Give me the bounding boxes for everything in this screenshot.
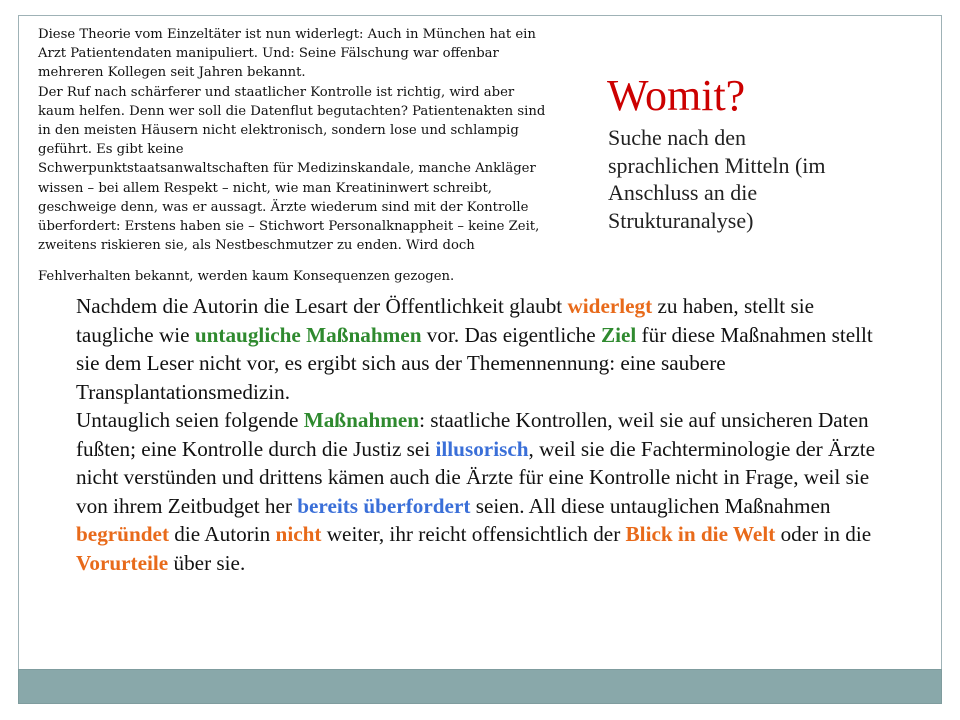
quote-line: in den meisten Häusern nicht elektronisch, sondern lose und schlampig [38,123,519,139]
text-segment: , weil sie die Fachterminologie der Ärzte nicht verstünden und drittens kämen auch die Ärzte für eine Kontrolle nicht in Frage, weil sie von ihrem Zeitbudget her [76,436,876,518]
quote-text [38,25,583,255]
text-segment: Untauglich seien folgende [76,408,304,432]
text-segment: weiter, ihr reicht offensichtlich der [321,522,626,546]
analysis-paragraph-1 [76,292,876,406]
text-segment: über sie. [168,550,246,575]
quote-line: geschweige denn, was er aussagt. Ärzte wiederum sind mit der Kontrolle [38,199,529,215]
text-segment: : staatliche Kontrollen, weil sie auf unsicheren Daten fußten; eine Kontrolle durch die Justiz sei [76,408,869,461]
quote-line: Schwerpunktstaatsanwaltschaften für Medizinskandale, manche Ankläger [38,161,536,177]
highlighted-term: widerlegt [567,294,653,318]
analysis-paragraph-2 [76,406,876,577]
text-segment: seien. All diese untauglichen Maßnahmen [470,493,831,518]
quote-block [38,25,583,287]
text-segment: zu haben, stellt sie taugliche wie [76,294,815,347]
highlighted-term: Vorurteile [76,550,169,575]
quote-line: Der Ruf nach schärferer und staatlicher Kontrolle ist richtig, wird aber [38,84,515,100]
quote-line: Arzt Patientendaten manipuliert. Und: Seine Fälschung war offenbar [38,46,499,62]
text-segment: für diese Maßnahmen stellt sie dem Leser nicht vor, es ergibt sich aus der Themennennung: eine saubere Transplantationsmedizin. [76,322,873,404]
subtitle-line: sprachlichen Mitteln (im [608,152,826,178]
text-segment: Nachdem die Autorin die Lesart der Öffentlichkeit glaubt [76,294,568,318]
quote-line: wissen – bei allem Respekt – nicht, wie man Kreatininwert schreibt, [38,180,492,196]
slide-subtitle [608,124,908,234]
highlighted-term: Ziel [600,322,637,347]
text-segment: die Autorin [169,522,276,546]
highlighted-term: untaugliche Maßnahmen [194,322,422,347]
quote-last-line: Fehlverhalten bekannt, werden kaum Konsequenzen gezogen. [38,269,455,285]
highlighted-term: bereits überfordert [297,493,471,518]
highlighted-term: Blick in die Welt [625,522,776,546]
quote-line: überfordert: Erstens haben sie – Stichwort Personalknappheit – keine Zeit, [38,219,540,235]
analysis-text [76,292,876,577]
subtitle-line: Suche nach den [608,125,747,150]
footer-band [18,669,942,704]
highlighted-term: nicht [275,522,322,546]
text-segment: oder in die [775,522,872,546]
quote-line: geführt. Es gibt keine [38,142,184,158]
highlighted-term: begründet [76,522,169,546]
quote-line: kaum helfen. Denn wer soll die Datenflut begutachten? Patientenakten sind [38,103,546,119]
quote-line: Diese Theorie vom Einzeltäter ist nun widerlegt: Auch in München hat ein [38,27,536,42]
subtitle-line: Strukturanalyse) [608,207,754,233]
quote-line: mehreren Kollegen seit Jahren bekannt. [38,65,306,81]
text-segment: vor. Das eigentliche [421,322,601,347]
highlighted-term: Maßnahmen [303,408,420,432]
subtitle-line: Anschluss an die [608,180,758,205]
quote-line: zweitens riskieren sie, als Nestbeschmutzer zu enden. Wird doch [38,238,475,254]
highlighted-term: illusorisch [435,436,529,461]
slide-title: Womit? [607,71,746,120]
